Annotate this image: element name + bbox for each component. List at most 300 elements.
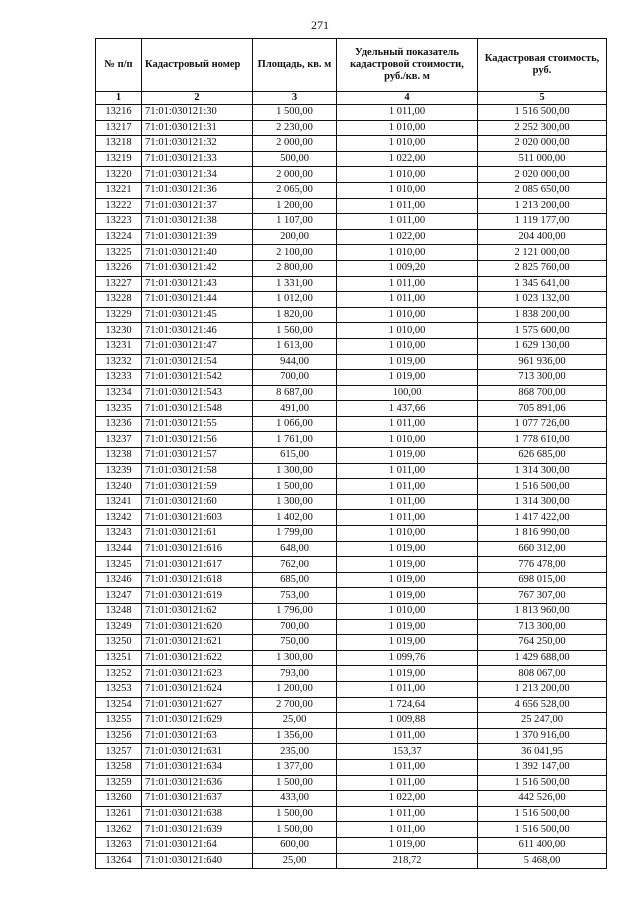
cell-cadastral-value: 25 247,00 xyxy=(478,713,607,729)
cell-unit-value: 1 019,00 xyxy=(337,557,478,573)
cell-area: 1 500,00 xyxy=(253,806,337,822)
cell-cadastral-value: 808 067,00 xyxy=(478,666,607,682)
table-row xyxy=(96,245,607,261)
cell-area: 762,00 xyxy=(253,557,337,573)
cell-unit-value: 1 010,00 xyxy=(337,307,478,323)
cell-cadastral-value: 2 252 300,00 xyxy=(478,120,607,136)
column-number: 1 xyxy=(96,92,142,105)
cell-unit-value: 1 099,76 xyxy=(337,650,478,666)
cell-cadastral-number: 71:01:030121:616 xyxy=(142,541,253,557)
cell-cadastral-number: 71:01:030121:637 xyxy=(142,791,253,807)
cell-cadastral-value: 1 838 200,00 xyxy=(478,307,607,323)
cell-cadastral-value: 767 307,00 xyxy=(478,588,607,604)
cell-unit-value: 1 011,00 xyxy=(337,198,478,214)
cell-cadastral-number: 71:01:030121:638 xyxy=(142,806,253,822)
cell-cadastral-value: 2 020 000,00 xyxy=(478,136,607,152)
cell-cadastral-number: 71:01:030121:61 xyxy=(142,526,253,542)
cell-cadastral-value: 1 077 726,00 xyxy=(478,416,607,432)
table-row xyxy=(96,479,607,495)
cell-area: 750,00 xyxy=(253,635,337,651)
cell-row-number: 13236 xyxy=(96,416,142,432)
cell-unit-value: 1 019,00 xyxy=(337,448,478,464)
cell-row-number: 13239 xyxy=(96,463,142,479)
table-row xyxy=(96,822,607,838)
cell-row-number: 13232 xyxy=(96,354,142,370)
table-row xyxy=(96,167,607,183)
cell-area: 700,00 xyxy=(253,370,337,386)
header-cadastral-value: Кадастровая стоимость, руб. xyxy=(478,39,607,92)
cell-cadastral-number: 71:01:030121:639 xyxy=(142,822,253,838)
cell-row-number: 13260 xyxy=(96,791,142,807)
cell-cadastral-number: 71:01:030121:32 xyxy=(142,136,253,152)
cell-area: 1 402,00 xyxy=(253,510,337,526)
cell-unit-value: 1 019,00 xyxy=(337,354,478,370)
cell-cadastral-value: 1 816 990,00 xyxy=(478,526,607,542)
table-row xyxy=(96,260,607,276)
cell-cadastral-value: 1 417 422,00 xyxy=(478,510,607,526)
table-row xyxy=(96,713,607,729)
cell-cadastral-value: 1 516 500,00 xyxy=(478,479,607,495)
cell-cadastral-value: 1 370 916,00 xyxy=(478,728,607,744)
cell-row-number: 13242 xyxy=(96,510,142,526)
cell-row-number: 13248 xyxy=(96,604,142,620)
cell-cadastral-value: 1 119 177,00 xyxy=(478,214,607,230)
cell-cadastral-number: 71:01:030121:59 xyxy=(142,479,253,495)
cell-row-number: 13230 xyxy=(96,323,142,339)
cell-cadastral-value: 1 345 641,00 xyxy=(478,276,607,292)
cell-unit-value: 218,72 xyxy=(337,853,478,869)
cell-row-number: 13238 xyxy=(96,448,142,464)
cell-area: 753,00 xyxy=(253,588,337,604)
cell-area: 1 761,00 xyxy=(253,432,337,448)
cell-row-number: 13259 xyxy=(96,775,142,791)
cell-area: 2 065,00 xyxy=(253,182,337,198)
cell-cadastral-value: 626 685,00 xyxy=(478,448,607,464)
cell-area: 235,00 xyxy=(253,744,337,760)
cell-row-number: 13219 xyxy=(96,151,142,167)
cell-cadastral-number: 71:01:030121:64 xyxy=(142,837,253,853)
table-row xyxy=(96,681,607,697)
cell-row-number: 13262 xyxy=(96,822,142,838)
table-row xyxy=(96,572,607,588)
cell-row-number: 13233 xyxy=(96,370,142,386)
cell-row-number: 13264 xyxy=(96,853,142,869)
header-row-number: № п/п xyxy=(96,39,142,92)
cell-cadastral-number: 71:01:030121:617 xyxy=(142,557,253,573)
cell-area: 685,00 xyxy=(253,572,337,588)
cell-cadastral-number: 71:01:030121:47 xyxy=(142,338,253,354)
cell-area: 1 560,00 xyxy=(253,323,337,339)
table-row xyxy=(96,370,607,386)
cell-unit-value: 1 011,00 xyxy=(337,276,478,292)
cell-unit-value: 1 011,00 xyxy=(337,494,478,510)
header-unit-value: Удельный показатель кадастровой стоимости, руб./кв. м xyxy=(337,39,478,92)
cell-unit-value: 1 019,00 xyxy=(337,666,478,682)
cell-unit-value: 1 011,00 xyxy=(337,479,478,495)
cell-cadastral-value: 1 314 300,00 xyxy=(478,494,607,510)
cell-row-number: 13216 xyxy=(96,105,142,121)
cell-area: 25,00 xyxy=(253,853,337,869)
cell-area: 1 356,00 xyxy=(253,728,337,744)
table-row xyxy=(96,182,607,198)
cell-cadastral-number: 71:01:030121:629 xyxy=(142,713,253,729)
cell-cadastral-value: 1 314 300,00 xyxy=(478,463,607,479)
cell-cadastral-number: 71:01:030121:548 xyxy=(142,401,253,417)
cell-cadastral-number: 71:01:030121:34 xyxy=(142,167,253,183)
cell-row-number: 13247 xyxy=(96,588,142,604)
cell-row-number: 13249 xyxy=(96,619,142,635)
cell-cadastral-number: 71:01:030121:623 xyxy=(142,666,253,682)
cell-unit-value: 1 010,00 xyxy=(337,245,478,261)
table-row xyxy=(96,120,607,136)
cell-unit-value: 100,00 xyxy=(337,385,478,401)
cell-area: 1 012,00 xyxy=(253,292,337,308)
cell-row-number: 13263 xyxy=(96,837,142,853)
cell-row-number: 13257 xyxy=(96,744,142,760)
cell-area: 1 799,00 xyxy=(253,526,337,542)
cell-cadastral-number: 71:01:030121:57 xyxy=(142,448,253,464)
table-row xyxy=(96,385,607,401)
cell-cadastral-value: 1 778 610,00 xyxy=(478,432,607,448)
cell-unit-value: 1 022,00 xyxy=(337,791,478,807)
cell-row-number: 13252 xyxy=(96,666,142,682)
cell-row-number: 13256 xyxy=(96,728,142,744)
cell-row-number: 13221 xyxy=(96,182,142,198)
table-row xyxy=(96,401,607,417)
cell-cadastral-value: 2 121 000,00 xyxy=(478,245,607,261)
cell-cadastral-number: 71:01:030121:636 xyxy=(142,775,253,791)
cell-cadastral-number: 71:01:030121:54 xyxy=(142,354,253,370)
cell-row-number: 13254 xyxy=(96,697,142,713)
cell-cadastral-number: 71:01:030121:634 xyxy=(142,759,253,775)
cell-row-number: 13220 xyxy=(96,167,142,183)
table-row xyxy=(96,635,607,651)
cell-cadastral-number: 71:01:030121:31 xyxy=(142,120,253,136)
cell-area: 1 300,00 xyxy=(253,650,337,666)
table-row xyxy=(96,338,607,354)
cell-cadastral-number: 71:01:030121:56 xyxy=(142,432,253,448)
table-row xyxy=(96,198,607,214)
cell-cadastral-number: 71:01:030121:542 xyxy=(142,370,253,386)
cell-unit-value: 1 011,00 xyxy=(337,214,478,230)
cell-cadastral-number: 71:01:030121:624 xyxy=(142,681,253,697)
cell-area: 1 500,00 xyxy=(253,105,337,121)
cell-cadastral-number: 71:01:030121:30 xyxy=(142,105,253,121)
cell-area: 1 820,00 xyxy=(253,307,337,323)
cell-area: 1 300,00 xyxy=(253,494,337,510)
table-row xyxy=(96,697,607,713)
cell-cadastral-number: 71:01:030121:621 xyxy=(142,635,253,651)
cell-cadastral-value: 5 468,00 xyxy=(478,853,607,869)
cell-cadastral-number: 71:01:030121:43 xyxy=(142,276,253,292)
table-row xyxy=(96,791,607,807)
cell-area: 2 800,00 xyxy=(253,260,337,276)
cell-area: 1 200,00 xyxy=(253,198,337,214)
cell-cadastral-number: 71:01:030121:627 xyxy=(142,697,253,713)
table-row xyxy=(96,432,607,448)
cell-cadastral-value: 511 000,00 xyxy=(478,151,607,167)
cell-unit-value: 1 011,00 xyxy=(337,822,478,838)
table-row xyxy=(96,775,607,791)
cell-row-number: 13253 xyxy=(96,681,142,697)
cell-area: 1 107,00 xyxy=(253,214,337,230)
cell-unit-value: 1 011,00 xyxy=(337,463,478,479)
cell-unit-value: 1 010,00 xyxy=(337,120,478,136)
page-number: 271 xyxy=(311,18,329,32)
column-number: 5 xyxy=(478,92,607,105)
table-row xyxy=(96,448,607,464)
cell-unit-value: 1 011,00 xyxy=(337,759,478,775)
cell-cadastral-value: 2 020 000,00 xyxy=(478,167,607,183)
table-row xyxy=(96,323,607,339)
cell-unit-value: 1 009,20 xyxy=(337,260,478,276)
cell-cadastral-value: 705 891,06 xyxy=(478,401,607,417)
cell-unit-value: 1 019,00 xyxy=(337,619,478,635)
cell-cadastral-number: 71:01:030121:37 xyxy=(142,198,253,214)
cell-cadastral-value: 713 300,00 xyxy=(478,370,607,386)
cell-row-number: 13226 xyxy=(96,260,142,276)
column-number: 2 xyxy=(142,92,253,105)
cell-area: 1 500,00 xyxy=(253,775,337,791)
cell-row-number: 13258 xyxy=(96,759,142,775)
table-row xyxy=(96,307,607,323)
table-row xyxy=(96,557,607,573)
cell-cadastral-value: 660 312,00 xyxy=(478,541,607,557)
cell-cadastral-number: 71:01:030121:36 xyxy=(142,182,253,198)
table-row xyxy=(96,416,607,432)
cell-unit-value: 1 011,00 xyxy=(337,105,478,121)
cell-unit-value: 1 019,00 xyxy=(337,572,478,588)
cell-row-number: 13231 xyxy=(96,338,142,354)
cell-unit-value: 1 011,00 xyxy=(337,292,478,308)
column-number: 3 xyxy=(253,92,337,105)
cell-cadastral-value: 2 825 760,00 xyxy=(478,260,607,276)
cell-row-number: 13225 xyxy=(96,245,142,261)
cell-unit-value: 1 724,64 xyxy=(337,697,478,713)
header-cadastral-number: Кадастровый номер xyxy=(142,39,253,92)
cell-area: 1 066,00 xyxy=(253,416,337,432)
header-area: Площадь, кв. м xyxy=(253,39,337,92)
cell-row-number: 13245 xyxy=(96,557,142,573)
cell-row-number: 13229 xyxy=(96,307,142,323)
cell-cadastral-value: 1 813 960,00 xyxy=(478,604,607,620)
cell-row-number: 13243 xyxy=(96,526,142,542)
cell-cadastral-value: 611 400,00 xyxy=(478,837,607,853)
cell-row-number: 13234 xyxy=(96,385,142,401)
cell-cadastral-value: 1 629 130,00 xyxy=(478,338,607,354)
cell-cadastral-number: 71:01:030121:42 xyxy=(142,260,253,276)
cell-unit-value: 1 437,66 xyxy=(337,401,478,417)
cell-row-number: 13223 xyxy=(96,214,142,230)
cell-cadastral-number: 71:01:030121:45 xyxy=(142,307,253,323)
cell-cadastral-value: 961 936,00 xyxy=(478,354,607,370)
table-row xyxy=(96,510,607,526)
cell-area: 433,00 xyxy=(253,791,337,807)
cell-unit-value: 1 019,00 xyxy=(337,588,478,604)
cell-area: 648,00 xyxy=(253,541,337,557)
cell-area: 1 796,00 xyxy=(253,604,337,620)
table-row xyxy=(96,354,607,370)
cell-unit-value: 1 022,00 xyxy=(337,229,478,245)
table-header-row xyxy=(96,39,607,92)
cell-cadastral-value: 698 015,00 xyxy=(478,572,607,588)
cell-cadastral-number: 71:01:030121:60 xyxy=(142,494,253,510)
cell-cadastral-value: 1 575 600,00 xyxy=(478,323,607,339)
cell-unit-value: 153,37 xyxy=(337,744,478,760)
cell-row-number: 13217 xyxy=(96,120,142,136)
cell-row-number: 13246 xyxy=(96,572,142,588)
table-row xyxy=(96,806,607,822)
table-row xyxy=(96,229,607,245)
cell-cadastral-number: 71:01:030121:631 xyxy=(142,744,253,760)
cell-cadastral-number: 71:01:030121:55 xyxy=(142,416,253,432)
table-body xyxy=(96,105,607,869)
cell-row-number: 13218 xyxy=(96,136,142,152)
table-row xyxy=(96,463,607,479)
cell-cadastral-number: 71:01:030121:619 xyxy=(142,588,253,604)
cell-row-number: 13244 xyxy=(96,541,142,557)
cell-area: 1 331,00 xyxy=(253,276,337,292)
column-number-row xyxy=(96,92,607,105)
table-row xyxy=(96,214,607,230)
cell-unit-value: 1 019,00 xyxy=(337,635,478,651)
cell-unit-value: 1 009,88 xyxy=(337,713,478,729)
cell-row-number: 13237 xyxy=(96,432,142,448)
cell-cadastral-number: 71:01:030121:620 xyxy=(142,619,253,635)
cell-unit-value: 1 010,00 xyxy=(337,338,478,354)
cell-cadastral-number: 71:01:030121:46 xyxy=(142,323,253,339)
cell-unit-value: 1 011,00 xyxy=(337,728,478,744)
table-row xyxy=(96,494,607,510)
cell-cadastral-number: 71:01:030121:618 xyxy=(142,572,253,588)
cell-area: 491,00 xyxy=(253,401,337,417)
cell-cadastral-number: 71:01:030121:39 xyxy=(142,229,253,245)
cell-unit-value: 1 010,00 xyxy=(337,526,478,542)
cell-unit-value: 1 010,00 xyxy=(337,432,478,448)
cell-row-number: 13250 xyxy=(96,635,142,651)
cell-area: 1 200,00 xyxy=(253,681,337,697)
cell-cadastral-value: 713 300,00 xyxy=(478,619,607,635)
cell-unit-value: 1 011,00 xyxy=(337,681,478,697)
cell-area: 2 100,00 xyxy=(253,245,337,261)
cell-unit-value: 1 010,00 xyxy=(337,136,478,152)
column-number: 4 xyxy=(337,92,478,105)
cell-cadastral-value: 1 516 500,00 xyxy=(478,806,607,822)
table-row xyxy=(96,759,607,775)
cell-area: 1 377,00 xyxy=(253,759,337,775)
cell-unit-value: 1 019,00 xyxy=(337,837,478,853)
cell-cadastral-number: 71:01:030121:640 xyxy=(142,853,253,869)
cell-area: 2 000,00 xyxy=(253,167,337,183)
cell-cadastral-number: 71:01:030121:603 xyxy=(142,510,253,526)
cell-cadastral-value: 1 213 200,00 xyxy=(478,198,607,214)
cell-area: 615,00 xyxy=(253,448,337,464)
cell-unit-value: 1 010,00 xyxy=(337,182,478,198)
cell-area: 700,00 xyxy=(253,619,337,635)
cell-unit-value: 1 011,00 xyxy=(337,416,478,432)
cell-row-number: 13255 xyxy=(96,713,142,729)
cell-cadastral-number: 71:01:030121:622 xyxy=(142,650,253,666)
cell-area: 1 500,00 xyxy=(253,822,337,838)
cell-cadastral-number: 71:01:030121:543 xyxy=(142,385,253,401)
cell-area: 2 700,00 xyxy=(253,697,337,713)
table-row xyxy=(96,151,607,167)
cell-area: 2 000,00 xyxy=(253,136,337,152)
cell-cadastral-number: 71:01:030121:62 xyxy=(142,604,253,620)
cell-cadastral-value: 2 085 650,00 xyxy=(478,182,607,198)
cell-unit-value: 1 011,00 xyxy=(337,806,478,822)
cell-row-number: 13240 xyxy=(96,479,142,495)
cell-area: 25,00 xyxy=(253,713,337,729)
cell-cadastral-value: 1 213 200,00 xyxy=(478,681,607,697)
cell-row-number: 13228 xyxy=(96,292,142,308)
cell-area: 2 230,00 xyxy=(253,120,337,136)
table-row xyxy=(96,650,607,666)
cell-area: 1 613,00 xyxy=(253,338,337,354)
cell-unit-value: 1 010,00 xyxy=(337,323,478,339)
table-row xyxy=(96,276,607,292)
table-row xyxy=(96,136,607,152)
table-row xyxy=(96,105,607,121)
cell-unit-value: 1 011,00 xyxy=(337,775,478,791)
table-row xyxy=(96,541,607,557)
cell-area: 200,00 xyxy=(253,229,337,245)
cell-row-number: 13261 xyxy=(96,806,142,822)
cell-area: 1 500,00 xyxy=(253,479,337,495)
table-row xyxy=(96,728,607,744)
cell-cadastral-number: 71:01:030121:44 xyxy=(142,292,253,308)
table-row xyxy=(96,292,607,308)
cell-area: 793,00 xyxy=(253,666,337,682)
table-row xyxy=(96,588,607,604)
cell-cadastral-number: 71:01:030121:38 xyxy=(142,214,253,230)
cell-row-number: 13227 xyxy=(96,276,142,292)
table-row xyxy=(96,619,607,635)
cell-row-number: 13241 xyxy=(96,494,142,510)
cell-area: 500,00 xyxy=(253,151,337,167)
cell-unit-value: 1 010,00 xyxy=(337,167,478,183)
cell-row-number: 13222 xyxy=(96,198,142,214)
cell-cadastral-number: 71:01:030121:58 xyxy=(142,463,253,479)
table-row xyxy=(96,526,607,542)
cell-cadastral-value: 776 478,00 xyxy=(478,557,607,573)
cell-unit-value: 1 010,00 xyxy=(337,604,478,620)
cell-row-number: 13224 xyxy=(96,229,142,245)
cell-cadastral-value: 764 250,00 xyxy=(478,635,607,651)
cell-cadastral-value: 1 516 500,00 xyxy=(478,822,607,838)
cell-area: 944,00 xyxy=(253,354,337,370)
cell-cadastral-number: 71:01:030121:63 xyxy=(142,728,253,744)
cell-unit-value: 1 019,00 xyxy=(337,370,478,386)
cell-cadastral-number: 71:01:030121:40 xyxy=(142,245,253,261)
cell-cadastral-value: 4 656 528,00 xyxy=(478,697,607,713)
cell-row-number: 13235 xyxy=(96,401,142,417)
cell-cadastral-value: 1 516 500,00 xyxy=(478,105,607,121)
cell-area: 8 687,00 xyxy=(253,385,337,401)
table-row xyxy=(96,853,607,869)
cell-unit-value: 1 011,00 xyxy=(337,510,478,526)
cell-cadastral-number: 71:01:030121:33 xyxy=(142,151,253,167)
cell-row-number: 13251 xyxy=(96,650,142,666)
table-row xyxy=(96,666,607,682)
cell-cadastral-value: 1 429 688,00 xyxy=(478,650,607,666)
cadastral-value-table xyxy=(95,38,607,869)
table-row xyxy=(96,744,607,760)
cell-cadastral-value: 1 392 147,00 xyxy=(478,759,607,775)
cell-area: 600,00 xyxy=(253,837,337,853)
cell-cadastral-value: 442 526,00 xyxy=(478,791,607,807)
cell-cadastral-value: 36 041,95 xyxy=(478,744,607,760)
